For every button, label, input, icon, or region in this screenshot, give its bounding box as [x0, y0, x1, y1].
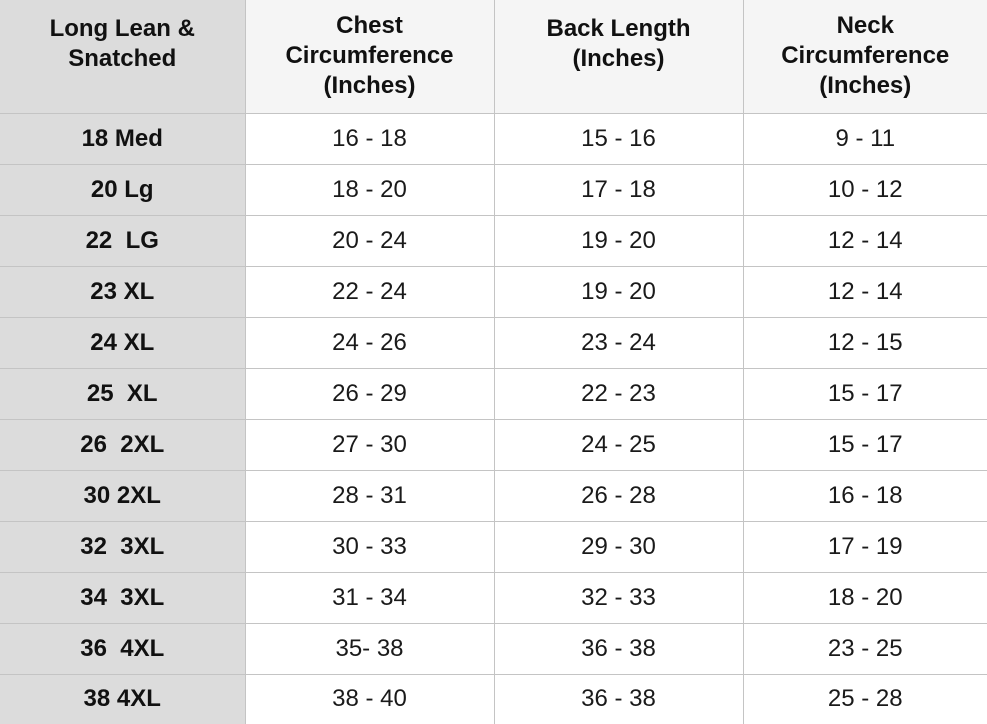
table-row	[0, 419, 987, 470]
size-cell: 32 3XL	[0, 521, 245, 572]
size-cell: 24 XL	[0, 317, 245, 368]
neck-cell: 12 - 14	[743, 266, 987, 317]
chest-cell: 26 - 29	[245, 368, 494, 419]
size-cell: 26 2XL	[0, 419, 245, 470]
chest-cell: 28 - 31	[245, 470, 494, 521]
back-length-cell: 24 - 25	[494, 419, 743, 470]
neck-cell: 25 - 28	[743, 674, 987, 724]
neck-cell: 9 - 11	[743, 113, 987, 164]
table-row	[0, 674, 987, 724]
back-length-cell: 17 - 18	[494, 164, 743, 215]
neck-cell: 10 - 12	[743, 164, 987, 215]
size-cell: 34 3XL	[0, 572, 245, 623]
chest-cell: 27 - 30	[245, 419, 494, 470]
header-chest-circumference: Chest Circumference (Inches)	[245, 0, 494, 113]
neck-cell: 23 - 25	[743, 623, 987, 674]
table-row	[0, 164, 987, 215]
header-size-label: Long Lean & Snatched	[0, 0, 245, 113]
back-length-cell: 19 - 20	[494, 266, 743, 317]
table-row	[0, 623, 987, 674]
neck-cell: 18 - 20	[743, 572, 987, 623]
chest-cell: 24 - 26	[245, 317, 494, 368]
table-row	[0, 470, 987, 521]
neck-cell: 15 - 17	[743, 419, 987, 470]
back-length-cell: 22 - 23	[494, 368, 743, 419]
table-row	[0, 266, 987, 317]
table-row	[0, 572, 987, 623]
header-back-length: Back Length (Inches)	[494, 0, 743, 113]
chest-cell: 38 - 40	[245, 674, 494, 724]
size-cell: 18 Med	[0, 113, 245, 164]
table-row	[0, 521, 987, 572]
size-cell: 22 LG	[0, 215, 245, 266]
neck-cell: 12 - 15	[743, 317, 987, 368]
neck-cell: 17 - 19	[743, 521, 987, 572]
back-length-cell: 29 - 30	[494, 521, 743, 572]
chest-cell: 30 - 33	[245, 521, 494, 572]
back-length-cell: 23 - 24	[494, 317, 743, 368]
table-row	[0, 317, 987, 368]
size-cell: 38 4XL	[0, 674, 245, 724]
size-cell: 20 Lg	[0, 164, 245, 215]
chest-cell: 22 - 24	[245, 266, 494, 317]
back-length-cell: 36 - 38	[494, 623, 743, 674]
size-cell: 30 2XL	[0, 470, 245, 521]
size-cell: 25 XL	[0, 368, 245, 419]
size-cell: 36 4XL	[0, 623, 245, 674]
neck-cell: 16 - 18	[743, 470, 987, 521]
chest-cell: 18 - 20	[245, 164, 494, 215]
back-length-cell: 19 - 20	[494, 215, 743, 266]
back-length-cell: 32 - 33	[494, 572, 743, 623]
chest-cell: 20 - 24	[245, 215, 494, 266]
header-neck-circumference: Neck Circumference (Inches)	[743, 0, 987, 113]
neck-cell: 15 - 17	[743, 368, 987, 419]
chest-cell: 31 - 34	[245, 572, 494, 623]
back-length-cell: 36 - 38	[494, 674, 743, 724]
table-row	[0, 215, 987, 266]
chest-cell: 16 - 18	[245, 113, 494, 164]
back-length-cell: 26 - 28	[494, 470, 743, 521]
back-length-cell: 15 - 16	[494, 113, 743, 164]
table-row	[0, 113, 987, 164]
table-row	[0, 368, 987, 419]
chest-cell: 35- 38	[245, 623, 494, 674]
header-row	[0, 0, 987, 113]
neck-cell: 12 - 14	[743, 215, 987, 266]
size-cell: 23 XL	[0, 266, 245, 317]
